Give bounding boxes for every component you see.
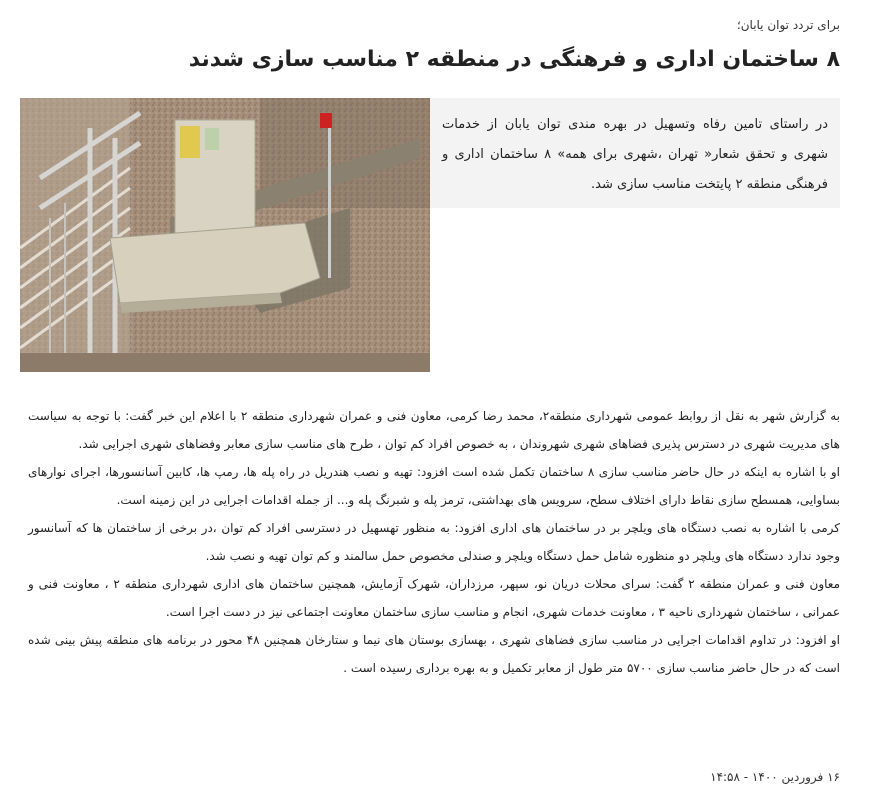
article-paragraph: معاون فنی و عمران منطقه ۲ گفت: سرای محلات دریان نو، سپهر، مرزداران، شهرک آزمایش، همچنین ساختمان های اداری شهرداری منطقه ۲ ، معاونت فنی و عمرانی ، ساختمان شهرداری ناحیه ۳ ، معاونت خدمات شهری، انجام و مناسب سازی ساختمان معاونت اجتماعی نیز در دست اجرا است. [28,577,840,619]
article-paragraph: به گزارش شهر به نقل از روابط عمومی شهرداری منطقه۲، محمد رضا کرمی، معاون فنی و عمران شهرداری منطقه ۲ با اعلام این خبر گفت: با توجه به سیاست های مدیریت شهری در دسترس پذیری فضاهای شهری شهروندان ، به خصوص افراد کم توان ، طرح های مناسب سازی معابر وفضاهای شهری اجرایی شد. [28,409,840,451]
lead-section [20,98,840,372]
article-body [28,402,840,682]
article-paragraph: او با اشاره به اینکه در حال حاضر مناسب سازی ۸ ساختمان تکمل شده است افزود: تهیه و نصب هندریل در راه پله ها، رمپ ها، کابین آسانسورها، اجرای نوارهای بساوایی، همسطح سازی نقاط دارای اختلاف سطح، سرویس های بهداشتی، ترمز پله و شبرنگ پله و... از جمله اقدامات اجرایی در این زمینه است. [28,465,840,507]
stair-lift-photo [20,98,430,372]
article-title: ۸ ساختمان اداری و فرهنگی در منطقه ۲ مناسب سازی شدند [188,47,840,72]
stair-lift-illustration [20,98,430,372]
article-lead: در راستای تامین رفاه وتسهیل در بهره مندی توان یابان از خدمات شهری و تحقق شعار« تهران ،شهری برای همه» ۸ ساختمان اداری و فرهنگی منطقه ۲ پایتخت مناسب سازی شد. [430,98,840,208]
article-kicker: برای تردد توان یابان؛ [736,18,840,32]
article-paragraph: او افزود: در تداوم اقدامات اجرایی در مناسب سازی فضاهای شهری ، بهسازی بوستان های نیما و ستارخان همچنین ۴۸ محور در برنامه های منطقه پیش بینی شده است که در حال حاضر مناسب سازی ۵۷۰۰ متر طول از معابر تکمیل و به بهره برداری رسیده است . [28,633,841,675]
article-paragraph: کرمی با اشاره به نصب دستگاه های ویلچر بر در ساختمان های اداری افزود: به منظور تهسهیل در دسترسی افراد کم توان ،در برخی از ساختمان ها که آسانسور وجود ندارد دستگاه های ویلچر دو منظوره شامل حمل دستگاه ویلچر و صندلی مخصوص حمل سالمند و کم توان تهیه و نصب شد. [28,521,840,563]
publish-date: ۱۶ فروردین ۱۴۰۰ - ۱۴:۵۸ [710,770,840,784]
